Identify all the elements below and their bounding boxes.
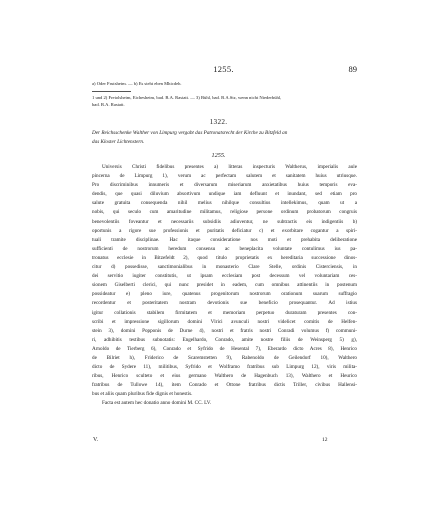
header-year: 1255. [213,64,234,74]
document-body [92,163,357,409]
body-line: dei servitio iugiter constitutis, ut ipsam ecclesiam post decessum vel voluntariam ces- [92,273,357,280]
body-line: nobis, qui seculo cum amaritudine militamus, religiose persone ordinum probatorum congruis [92,209,357,216]
signature-mark: V. [93,437,99,443]
regest-line: das Kloster Lichtenstern. [92,138,145,145]
body-line: sufficienti de nostrorum heredum consensu ac beneplacita voluntate contulimus ius pa- [92,245,357,252]
body-line: ribus, Henrico scultetо et eius germano Walthero de Hagenbuch 13), Walthero et Heurico [92,373,357,380]
document-date: 1255. [211,152,226,159]
body-line: fratribus de Tullowe 14), item Conrado et Ottone fratribus dictis Triller, civibus Hallensi- [92,382,357,389]
body-line: stein 3), domini Popponis de Durne 4), nostri et fratris nostri Conradi volumus f) communi- [92,327,357,334]
sheet-number: 12 [322,437,328,443]
body-line: Arnoldo de Tierberg 6), Conrado et Syfrido de Hesental 7), Eberardo dicto Acres 8), Henrico [92,345,357,352]
body-line: citur d) possedisse, sanctimonialibus in monasterio Clare Stelle, ordinis Cisterciensis, in [92,264,357,271]
body-line: ri, adhibitis testibus subnotatis: Engelhardo, Conrado, amite nostre filiis de Weinsperg 5) g), [92,336,357,343]
running-header [90,64,357,76]
body-line: Pro discriminibus innumeris et diversarum miseriarum anxietatibus huius temporis eva- [92,182,357,189]
body-line: pincerna de Limpurg 1), verum ac perfectam salutem et sanitatem huius utriusque. [92,173,357,180]
body-line: de Bilriet h), Friderico de Scaremstetten 9), Rabenoldo de Geilendorf 10), Walthero [92,354,357,361]
body-line: bus et aliis quam pluribus fide dignis et honestis. [92,391,193,398]
page-number: 89 [348,64,357,74]
body-line: Facta est autem hec donatio anno domini M. CC. LV. [102,400,212,407]
body-line: dicto de Sydere 11), militibus, Syfrido et Wolframo fratribus sub Limpurg 12), viris milita- [92,364,357,371]
document-number: 1322. [209,118,228,126]
regest-line: Der Reichsschenke Walther von Limpurg vergabt das Patronatsrecht der Kirche zu Bitzfeld an [92,130,288,136]
footnote-line: 1 und 2) Freiolsheim, Eichesheim, bad. B.A. Rastatt. — 3) Bühl, bad. B.A.Stz, wenn nicht Niederbühl, [92,95,282,100]
body-line: oportunis a rigore sue professionis et puritatis deficiatur c) et exorbitare cogantur a spiri- [92,227,357,234]
body-line: tuali tramite disciplinae. Hac itaque consideratione nos moti et prehabita deliberatione [92,236,357,243]
footnote-divider [92,91,131,92]
body-line: scribi et impressione sigillorum domini Vlrici avunculi nostri videlicet comitis de Helfen- [92,318,357,325]
footnote-line: bad. B.A. Rastatt. [92,102,125,107]
body-line: Universis Christi fidelibus presentes a) litteras inspecturis Waltherus, imperialis aule [102,164,357,170]
body-line: benevolentiis foveantur et necessariis subsidiis adiuventur, ne subtractis eis indigentiis b) [92,218,357,225]
body-line: recordentur et posteritatem nostram devotionis sue beneficio prosequantur. Ad istius [92,300,357,307]
body-line: tronatus ecclesie in Bitzefeldt 2), quod titulo proprietatis ex hereditaria successione dinos- [92,254,357,261]
body-line: dendis, que quasi diluvium absortivum undique iam defluunt et inundant, sed etiam pro [92,191,357,198]
body-line: possideatur e) pleno iure, quatenus progenitorum nostrorum orationum suarum suffragio [92,291,357,298]
body-line: sionem Giselberti clerici, qui nunc presidet in eadem, cum omnibus attinentiis in postenum [92,282,357,289]
footnote-line: a) Oder Frutsheim. — b) Es steht eben Mhicdeh. [92,81,182,86]
body-line: igitur collationis stabilem firmitatem et memoriam perpetuo duraturam presentes con- [92,309,357,316]
regest [92,129,357,146]
body-line: salute gratuita consequenda nihil melius nihilque consultius intellekimus, quam ut a [92,200,357,207]
